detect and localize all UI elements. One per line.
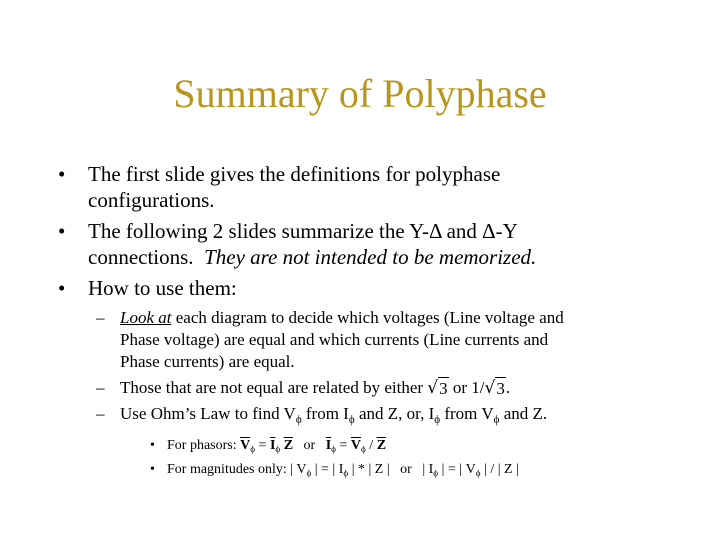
phi-subscript: ϕ: [361, 444, 366, 455]
mag-p3: | = | V: [438, 462, 476, 477]
sqrt-icon: √: [484, 378, 496, 398]
phi-subscript: ϕ: [475, 468, 481, 479]
small-bullet: •: [150, 438, 155, 453]
bullet-marker: •: [58, 162, 66, 186]
bullet-marker: •: [58, 219, 66, 243]
slide-title: Summary of Polyphase: [173, 71, 547, 116]
sub-item-1-line2: Phase voltage) are equal and which currents (Line currents and: [120, 330, 549, 349]
mag-p1: | = | I: [311, 462, 344, 477]
bullet-2-line2-italic: They are not intended to be memorized.: [204, 245, 537, 269]
bullet-2-line2: [88, 244, 536, 270]
phasor-equation: [167, 437, 386, 455]
phi-subscript: ϕ: [434, 413, 441, 426]
phi-subscript: ϕ: [433, 468, 439, 479]
phi-subscript: ϕ: [306, 468, 312, 479]
sub-item-1-line1-rest: each diagram to decide which voltages (Line voltage and: [171, 308, 564, 327]
phasor-Z: $\overline{Z}$: [376, 438, 387, 453]
sqrt-3-b: [485, 377, 506, 400]
phi-subscript: ϕ: [493, 413, 500, 426]
phasor-V: $\overline{V}$: [350, 438, 361, 453]
dash-marker: –: [96, 404, 105, 423]
magnitude-equation: [167, 461, 519, 479]
phasor-I: $\overline{I}$: [325, 438, 332, 453]
ohm-t3: from V: [444, 404, 494, 423]
ohm-t1: from I: [305, 404, 349, 423]
look-at-emphasis: Look at: [120, 308, 172, 327]
sub-item-2-line: [120, 377, 510, 400]
magnitude-label: For magnitudes only: | V: [167, 462, 307, 477]
bullet-marker: •: [58, 276, 66, 300]
bullet-1-line1: The first slide gives the definitions for polyphase: [88, 162, 501, 186]
dash-marker: –: [96, 378, 105, 397]
or-word: or: [303, 438, 316, 453]
sub-item-1-line3: Phase currents) are equal.: [120, 352, 295, 371]
small-bullet: •: [150, 462, 155, 477]
phi-subscript: ϕ: [343, 468, 349, 479]
eq-sign: =: [339, 438, 348, 453]
phi-subscript: ϕ: [275, 444, 281, 455]
phi-subscript: ϕ: [295, 413, 302, 426]
ohm-text: Use Ohm’s Law to find V: [120, 404, 296, 423]
bullet-3-line1: How to use them:: [88, 276, 237, 300]
bullet-2-line2-normal: connections.: [88, 245, 194, 269]
sub-item-3-line: [120, 403, 547, 425]
sub-item-2-text: Those that are not equal are related by either: [120, 378, 424, 397]
sub-item-2-or: or 1/: [452, 378, 485, 397]
sqrt-radicand: 3: [439, 379, 448, 398]
mag-p4: | / | Z |: [480, 462, 519, 477]
phi-subscript: ϕ: [250, 444, 256, 455]
slash-sign: /: [369, 438, 374, 453]
ohm-t2: and Z, or, I: [358, 404, 435, 423]
eq-sign: =: [258, 438, 267, 453]
phasor-label: For phasors:: [167, 438, 237, 453]
ohm-t4: and Z.: [503, 404, 548, 423]
bullet-2-line1: The following 2 slides summarize the Y-Δ and Δ-Y: [88, 219, 518, 243]
sqrt-icon: √: [427, 378, 439, 398]
bullet-1-line2: configurations.: [88, 188, 215, 212]
phi-subscript: ϕ: [331, 444, 336, 455]
sub-item-2-end: .: [505, 378, 511, 397]
sqrt-3: [427, 377, 448, 400]
dash-marker: –: [96, 308, 105, 327]
phasor-Z: $\overline{Z}$: [283, 438, 294, 453]
phasor-V: $\overline{V}$: [240, 438, 251, 453]
phasor-I: $\overline{I}$: [269, 438, 276, 453]
mag-p2: | * | Z | or | I: [348, 462, 434, 477]
phi-subscript: ϕ: [348, 413, 355, 426]
sub-item-1-line1: [120, 307, 564, 329]
sqrt-radicand: 3: [496, 379, 505, 398]
